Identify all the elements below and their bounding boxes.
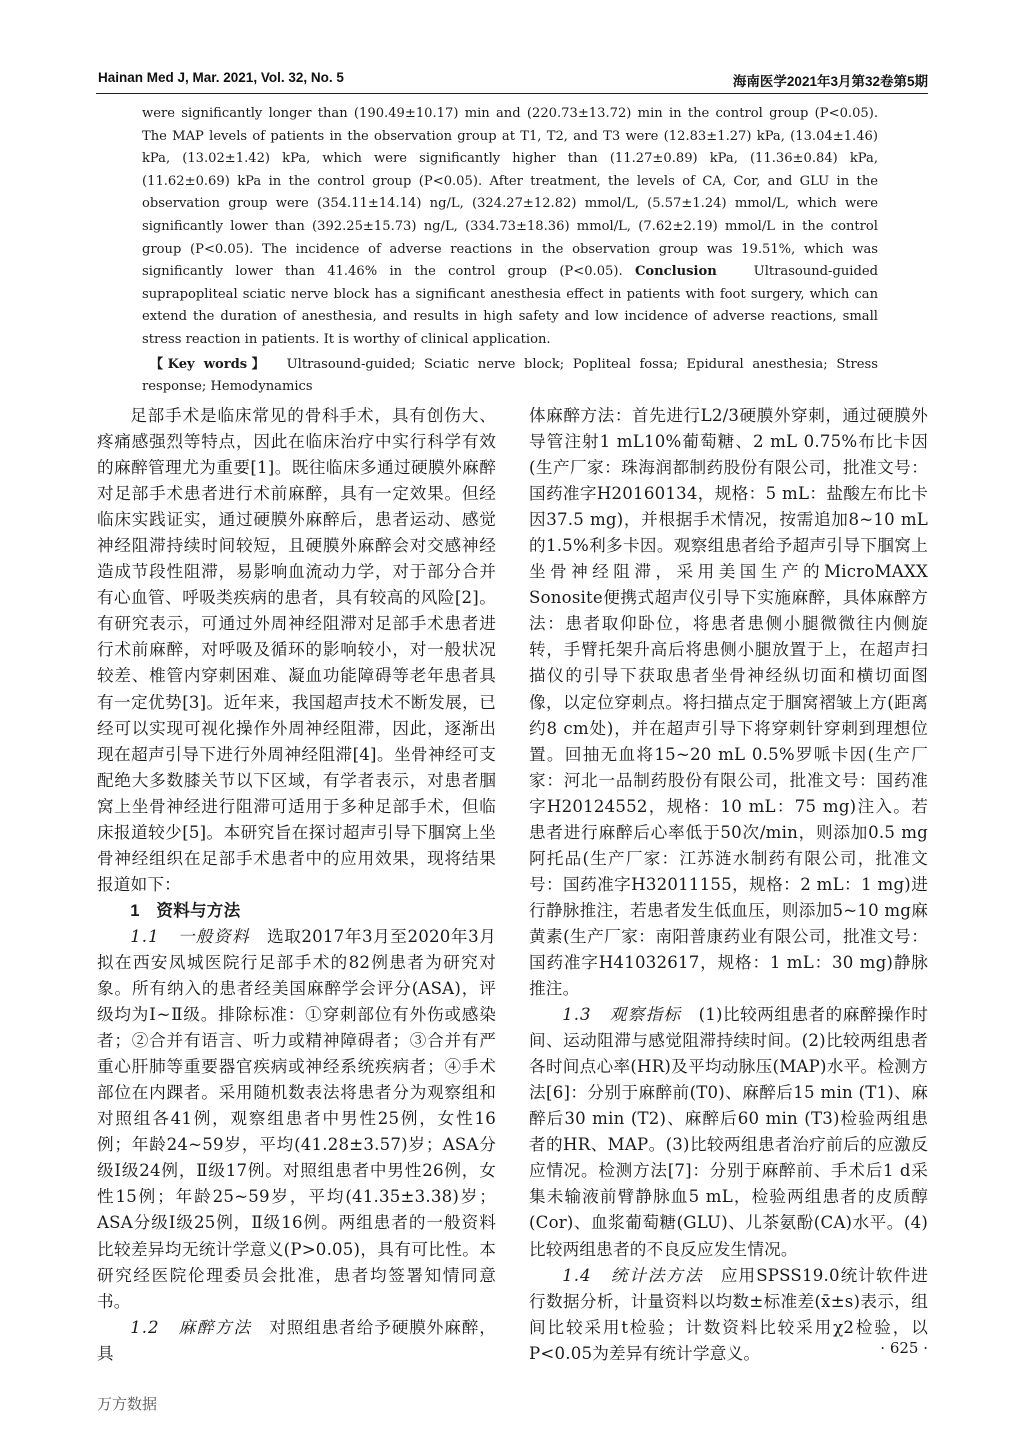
section-heading-methods: 1 资料与方法 <box>130 900 241 920</box>
section-1-3-paragraph <box>529 1002 928 1262</box>
section-1-3-text: (1)比较两组患者的麻醉操作时间、运动阻滞与感觉阻滞持续时间。(2)比较两组患者各时间点心率(HR)及平均动脉压(MAP)水平。检测方法[6]：分别于麻醉前(T0)、麻醉后15 min (T1)、麻醉后30 min (T2)、麻醉后60 min (T3)检验两组患者的HR、MAP。(3)比较两组患者治疗前后的应激反应情况。检测方法[7]：分别于麻醉前、手术后1 d采集未输液前臂静脉血5 mL，检验两组患者的皮质醇(Cor)、血浆葡萄糖(GLU)、儿茶氨酚(CA)水平。(4)比较两组患者的不良反应发生情况。 <box>529 1005 929 1259</box>
section-1-2-continued: 体麻醉方法：首先进行L2/3硬膜外穿刺，通过硬膜外导管注射1 mL10%葡萄糖、2 mL 0.75%布比卡因(生产厂家：珠海润都制药股份有限公司，批准文号：国药准字H20160134，规格：5 mL：盐酸左布比卡因37.5 mg)，并根据手术情况，按需追加8~10 mL的1.5%利多卡因。观察组患者给予超声引导下腘窝上坐骨神经阻滞，采用美国生产的MicroMAXX Sonosite便携式超声仪引导下实施麻醉，具体麻醉方法：患者取仰卧位，将患者患侧小腿微微往内侧旋转，手臂托架升高后将患侧小腿放置于上，在超声扫描仪的引导下获取患者坐骨神经纵切面和横切面图像，以定位穿刺点。将扫描点定于腘窝褶皱上方(距离约8 cm处)，并在超声引导下将穿刺针穿刺到理想位置。回抽无血将15~20 mL 0.5%罗哌卡因(生产厂家：河北一品制药股份有限公司，批准文号：国药准字H20124552，规格：10 mL：75 mg)注入。若患者进行麻醉后心率低于50次/min，则添加0.5 mg阿托品(生产厂家：江苏涟水制药有限公司，批准文号：国药准字H32011155，规格：2 mL：1 mg)进行静脉推注，若患者发生低血压，则添加5~10 mg麻黄素(生产厂家：南阳普康药业有限公司，批准文号：国药准字H41032617，规格：1 mL：30 mg)静脉推注。 <box>529 406 928 999</box>
header-rule <box>96 93 928 94</box>
abstract-paragraph <box>142 103 878 352</box>
english-abstract <box>142 103 878 399</box>
section-1-2-paragraph <box>97 1315 496 1367</box>
section-1-4-text: 应用SPSS19.0统计软件进行数据分析，计量资料以均数±标准差(x̄±s)表示，组间比较采用t检验；计数资料比较采用χ2检验，以P<0.05为差异有统计学意义。 <box>529 1265 929 1363</box>
abstract-conclusion-text: Ultrasound-guided suprapopliteal sciatic nerve block has a significant anesthesia effect in patients with foot surgery, which can extend the duration of anesthesia, and results in high safety and low incidence of adverse reactions, small stress reaction in patients. It is worthy of clinical application. <box>142 264 878 347</box>
section-1-1-text: 选取2017年3月至2020年3月拟在西安凤城医院行足部手术的82例患者为研究对象。所有纳入的患者经美国麻醉学会评分(ASA)，评级均为Ⅰ~Ⅱ级。排除标准：①穿刺部位有外伤或感染者；②合并有语言、听力或精神障碍者；③合并有严重心肝肺等重要器官疾病或神经系统疾病者；④手术部位在内踝者。采用随机数表法将患者分为观察组和对照组各41例，观察组患者中男性25例，女性16例；年龄24~59岁，平均(41.28±3.57)岁；ASA分级Ⅰ级24例，Ⅱ级17例。对照组患者中男性26例，女性15例；年龄25~59岁，平均(41.35±3.38)岁；ASA分级Ⅰ级25例，Ⅱ级16例。两组患者的一般资料比较差异均无统计学意义(P>0.05)，具有可比性。本研究经医院伦理委员会批准，患者均签署知情同意书。 <box>97 926 497 1311</box>
section-1-3-label: 1.3 观察指标 <box>562 1005 682 1025</box>
right-column <box>529 403 928 1367</box>
abstract-results-text: were significantly longer than (190.49±10.17) min and (220.73±13.72) min in the control group (P<0.05). The MAP levels of patients in the observation group at T1, T2, and T3 were (12.83±1.27) kPa, (13.04±1.46) kPa, (13.02±1.42) kPa, which were significantly higher than (11.27±0.89) kPa, (11.36±0.84) kPa, (11.62±0.69) kPa in the control group (P<0.05). After treatment, the levels of CA, Cor, and GLU in the observation group were (354.11±14.14) ng/L, (324.27±12.82) mmol/L, (5.57±1.24) mmol/L, which were significantly lower than (392.25±15.73) ng/L, (334.73±18.36) mmol/L, (7.62±2.19) mmol/L in the control group (P<0.05). The incidence of adverse reactions in the observation group was 19.51%, which was significantly lower than 41.46% in the control group (P<0.05). <box>142 106 878 280</box>
wanfang-watermark: 万方数据 <box>97 1395 158 1413</box>
journal-header-chinese: 海南医学2021年3月第32卷第5期 <box>732 74 928 89</box>
section-1-4-paragraph <box>529 1263 928 1367</box>
section-1-4-label: 1.4 统计法方法 <box>562 1265 704 1285</box>
section-1-1-paragraph <box>97 924 496 1315</box>
keywords-text: Ultrasound-guided; Sciatic nerve block; Popliteal fossa; Epidural anesthesia; Stress response; Hemodynamics <box>142 356 878 395</box>
keywords-paragraph <box>142 354 878 399</box>
section-1-2-text: 对照组患者给予硬膜外麻醉，具 <box>97 1317 497 1363</box>
page-number: · 625 · <box>880 1339 928 1357</box>
keywords-label: 【Key words】 <box>150 356 270 372</box>
section-1-1-label: 1.1 一般资料 <box>130 926 250 946</box>
conclusion-label: Conclusion <box>634 264 717 280</box>
section-1-2-label: 1.2 麻醉方法 <box>130 1317 252 1337</box>
left-column <box>97 403 496 1367</box>
intro-paragraph: 足部手术是临床常见的骨科手术，具有创伤大、疼痛感强烈等特点，因此在临床治疗中实行科学有效的麻醉管理尤为重要[1]。既往临床多通过硬膜外麻醉对足部手术患者进行术前麻醉，具有一定效果。但经临床实践证实，通过硬膜外麻醉后，患者运动、感觉神经阻滞持续时间较短，且硬膜外麻醉会对交感神经造成节段性阻滞，易影响血流动力学，对于部分合并有心血管、呼吸类疾病的患者，具有较高的风险[2]。有研究表示，可通过外周神经阻滞对足部手术患者进行术前麻醉，对呼吸及循环的影响较小，对一般状况较差、椎管内穿刺困难、凝血功能障碍等老年患者具有一定优势[3]。近年来，我国超声技术不断发展，已经可以实现可视化操作外周神经阻滞，因此，逐渐出现在超声引导下进行外周神经阻滞[4]。坐骨神经可支配绝大多数膝关节以下区域，有学者表示，对患者腘窝上坐骨神经进行阻滞可适用于多种足部手术，但临床报道较少[5]。本研究旨在探讨超声引导下腘窝上坐骨神经组织在足部手术患者中的应用效果，现将结果报道如下： <box>97 406 496 894</box>
journal-header-english: Hainan Med J, Mar. 2021, Vol. 32, No. 5 <box>98 70 344 85</box>
